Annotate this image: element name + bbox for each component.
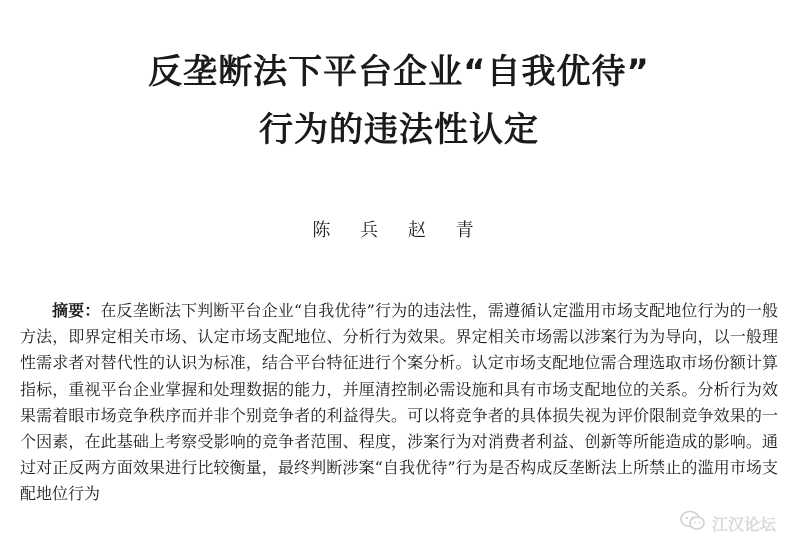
watermark-text: 江汉论坛 [711,514,776,534]
abstract-label: 摘要： [52,301,101,320]
wechat-icon [680,510,706,536]
title-line-2: 行为的违法性认定 [259,110,539,150]
abstract [20,298,778,508]
abstract-text: 在反垄断法下判断平台企业“自我优待”行为的违法性，需遵循认定滥用市场支配地位行为的一般方法，即界定相关市场、认定市场支配地位、分析行为效果。界定相关市场需以涉案行为为导向，以一般理性需求者对替代性的认识为标准，结合平台特征进行个案分析。认定市场支配地位需合理选取市场份额计算指标，重视平台企业掌握和处理数据的能力，并厘清控制必需设施和具有市场支配地位的关系。分析行为效果需着眼市场竞争秩序而并非个别竞争者的利益得失。可以将竞争者的具体损失视为评价限制竞争效果的一个因素，在此基础上考察受影响的竞争者范围、程度，涉案行为对消费者利益、创新等所能造成的影响。通过对正反两方面效果进行比较衡量，最终判断涉案“自我优待”行为是否构成反垄断法上所禁止的滥用市场支配地位行为 [20,301,778,504]
authors: 陈 兵 赵 青 [312,220,486,241]
watermark [680,510,776,536]
title-line-1: 反垄断法下平台企业“自我优待” [148,52,650,92]
